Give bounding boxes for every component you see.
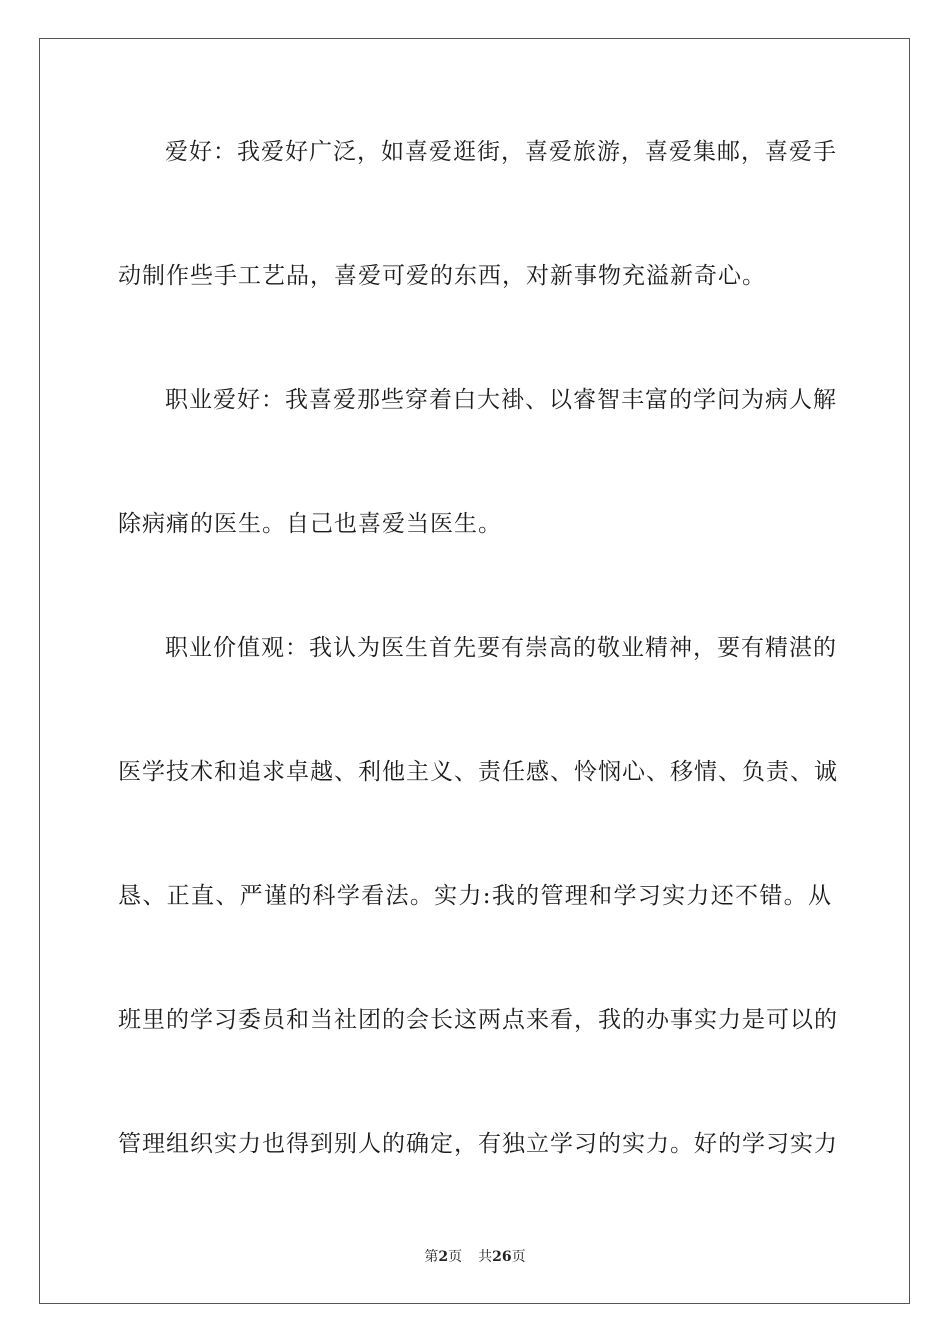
footer-total-suffix: 页 (511, 1249, 526, 1265)
text-line-6: 医学技术和追求卓越、利他主义、责任感、怜悯心、移情、负责、诚 (118, 759, 838, 785)
text-line-4: 除病痛的医生。自己也喜爱当医生。 (118, 511, 502, 537)
text-line-5: 职业价值观：我认为医生首先要有崇高的敬业精神，要有精湛的 (165, 635, 837, 661)
footer-page-suffix: 页 (448, 1249, 463, 1265)
text-line-1: 爱好：我爱好广泛，如喜爱逛街，喜爱旅游，喜爱集邮，喜爱手 (165, 139, 837, 165)
text-line-9: 管理组织实力也得到别人的确定，有独立学习的实力。好的学习实力 (118, 1131, 838, 1157)
text-line-3: 职业爱好：我喜爱那些穿着白大褂、以睿智丰富的学问为病人解 (165, 387, 837, 413)
text-line-2: 动制作些手工艺品，喜爱可爱的东西，对新事物充溢新奇心。 (118, 263, 766, 289)
text-line-8: 班里的学习委员和当社团的会长这两点来看，我的办事实力是可以的 (118, 1007, 838, 1033)
text-line-7: 恳、正直、严谨的科学看法。实力:我的管理和学习实力还不错。从 (118, 883, 832, 909)
footer-total-pages: 26 (492, 1249, 512, 1265)
footer-page-prefix: 第 (424, 1249, 439, 1265)
footer-page-number: 2 (438, 1249, 449, 1265)
footer-total-prefix: 共 (478, 1249, 493, 1265)
page-footer (0, 1248, 950, 1266)
page-border (39, 38, 910, 1304)
